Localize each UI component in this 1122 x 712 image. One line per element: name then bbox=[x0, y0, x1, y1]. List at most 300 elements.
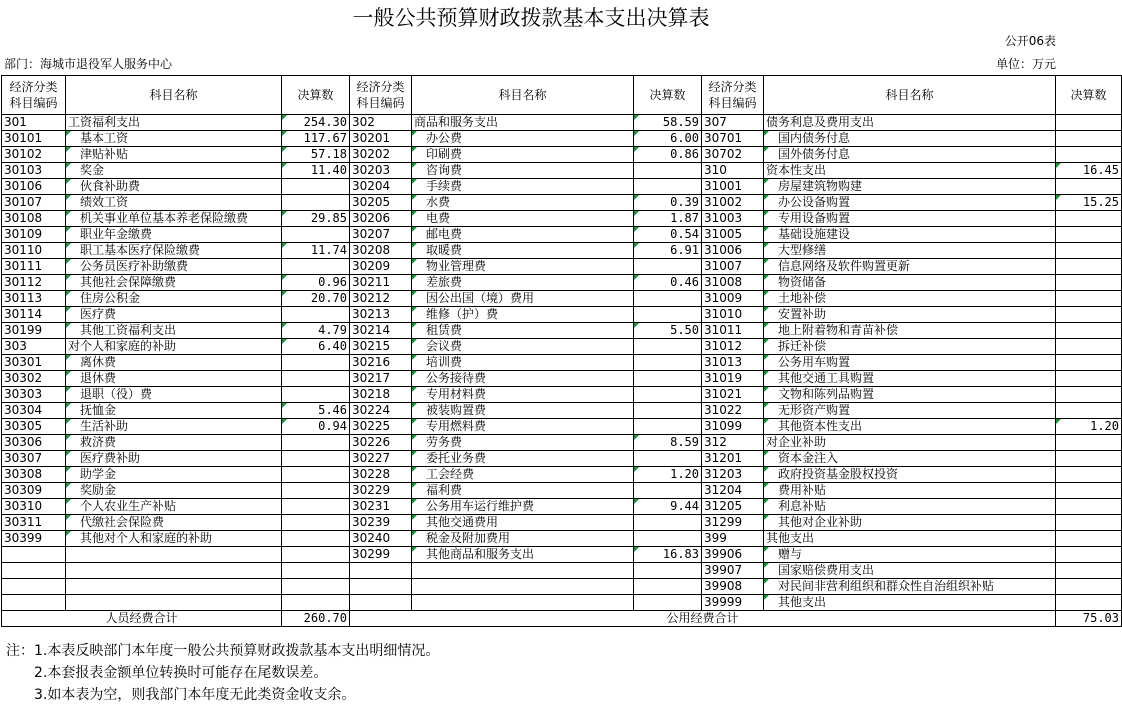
amount-cell: 6.91 bbox=[634, 243, 702, 259]
amount-cell bbox=[282, 467, 350, 483]
amount-cell bbox=[1056, 291, 1122, 307]
code-cell: 30303 bbox=[2, 387, 66, 403]
name-cell: 公务接待费 bbox=[412, 371, 634, 387]
name-cell: 资本金注入 bbox=[764, 451, 1056, 467]
name-cell: 其他交通费用 bbox=[412, 515, 634, 531]
amount-cell bbox=[282, 499, 350, 515]
name-cell: 抚恤金 bbox=[66, 403, 282, 419]
amount-cell: 16.83 bbox=[634, 547, 702, 563]
code-cell: 31204 bbox=[702, 483, 764, 499]
amount-cell bbox=[282, 531, 350, 547]
amount-cell: 5.50 bbox=[634, 323, 702, 339]
table-row bbox=[2, 595, 1122, 611]
code-cell: 30225 bbox=[350, 419, 412, 435]
code-cell: 30202 bbox=[350, 147, 412, 163]
amount-cell bbox=[634, 163, 702, 179]
name-cell: 其他支出 bbox=[764, 531, 1056, 547]
name-cell: 赠与 bbox=[764, 547, 1056, 563]
amount-cell bbox=[634, 579, 702, 595]
table-row bbox=[2, 259, 1122, 275]
code-cell: 30213 bbox=[350, 307, 412, 323]
code-cell: 30302 bbox=[2, 371, 66, 387]
code-cell: 31001 bbox=[702, 179, 764, 195]
code-cell: 30702 bbox=[702, 147, 764, 163]
code-cell: 30226 bbox=[350, 435, 412, 451]
name-cell: 利息补贴 bbox=[764, 499, 1056, 515]
code-cell: 31203 bbox=[702, 467, 764, 483]
code-cell: 30224 bbox=[350, 403, 412, 419]
code-cell: 30201 bbox=[350, 131, 412, 147]
name-cell: 地上附着物和青苗补偿 bbox=[764, 323, 1056, 339]
name-cell: 对企业补助 bbox=[764, 435, 1056, 451]
code-cell: 31205 bbox=[702, 499, 764, 515]
name-cell: 房屋建筑物购建 bbox=[764, 179, 1056, 195]
amount-cell: 15.25 bbox=[1056, 195, 1122, 211]
code-cell: 39908 bbox=[702, 579, 764, 595]
name-cell: 救济费 bbox=[66, 435, 282, 451]
code-cell: 31022 bbox=[702, 403, 764, 419]
code-cell: 30109 bbox=[2, 227, 66, 243]
table-row bbox=[2, 115, 1122, 131]
personnel-total-label: 人员经费合计 bbox=[2, 611, 282, 627]
name-cell: 物资储备 bbox=[764, 275, 1056, 291]
amount-cell bbox=[1056, 531, 1122, 547]
name-cell: 邮电费 bbox=[412, 227, 634, 243]
header-name-3: 科目名称 bbox=[764, 76, 1056, 115]
amount-cell bbox=[1056, 371, 1122, 387]
code-cell: 302 bbox=[350, 115, 412, 131]
code-cell: 312 bbox=[702, 435, 764, 451]
name-cell: 生活补助 bbox=[66, 419, 282, 435]
name-cell: 电费 bbox=[412, 211, 634, 227]
code-cell: 30239 bbox=[350, 515, 412, 531]
table-row bbox=[2, 387, 1122, 403]
unit-label: 单位：万元 bbox=[995, 57, 1056, 71]
name-cell: 津贴补贴 bbox=[66, 147, 282, 163]
name-cell: 费用补贴 bbox=[764, 483, 1056, 499]
code-cell: 31002 bbox=[702, 195, 764, 211]
code-cell: 31299 bbox=[702, 515, 764, 531]
amount-cell bbox=[1056, 339, 1122, 355]
table-row bbox=[2, 371, 1122, 387]
name-cell: 医疗费补助 bbox=[66, 451, 282, 467]
amount-cell bbox=[1056, 211, 1122, 227]
header-row bbox=[2, 76, 1122, 115]
name-cell: 会议费 bbox=[412, 339, 634, 355]
note-2: 2.本套报表金额单位转换时可能存在尾数误差。 bbox=[34, 665, 328, 681]
public-total-value: 75.03 bbox=[1056, 611, 1122, 627]
code-cell: 31021 bbox=[702, 387, 764, 403]
amount-cell bbox=[1056, 435, 1122, 451]
name-cell: 专用燃料费 bbox=[412, 419, 634, 435]
amount-cell bbox=[1056, 515, 1122, 531]
expenditure-table bbox=[1, 75, 1122, 627]
header-amount-3: 决算数 bbox=[1056, 76, 1122, 115]
amount-cell bbox=[1056, 243, 1122, 259]
code-cell: 30108 bbox=[2, 211, 66, 227]
amount-cell: 0.96 bbox=[282, 275, 350, 291]
code-cell: 31009 bbox=[702, 291, 764, 307]
amount-cell bbox=[1056, 259, 1122, 275]
personnel-total-value: 260.70 bbox=[282, 611, 350, 627]
name-cell: 其他支出 bbox=[764, 595, 1056, 611]
table-row bbox=[2, 339, 1122, 355]
amount-cell bbox=[1056, 307, 1122, 323]
code-cell: 30305 bbox=[2, 419, 66, 435]
code-cell: 30208 bbox=[350, 243, 412, 259]
name-cell: 专用材料费 bbox=[412, 387, 634, 403]
code-cell: 30301 bbox=[2, 355, 66, 371]
name-cell: 印刷费 bbox=[412, 147, 634, 163]
table-row bbox=[2, 355, 1122, 371]
table-row bbox=[2, 195, 1122, 211]
name-cell: 医疗费 bbox=[66, 307, 282, 323]
table-number: 公开06表 bbox=[1004, 34, 1056, 48]
code-cell: 31010 bbox=[702, 307, 764, 323]
amount-cell: 0.86 bbox=[634, 147, 702, 163]
amount-cell bbox=[282, 307, 350, 323]
code-cell: 30215 bbox=[350, 339, 412, 355]
name-cell: 住房公积金 bbox=[66, 291, 282, 307]
amount-cell bbox=[1056, 387, 1122, 403]
note-3: 3.如本表为空，则我部门本年度无此类资金收支余。 bbox=[34, 687, 356, 703]
table-row bbox=[2, 515, 1122, 531]
name-cell: 安置补助 bbox=[764, 307, 1056, 323]
amount-cell bbox=[1056, 483, 1122, 499]
table-row bbox=[2, 179, 1122, 195]
amount-cell bbox=[1056, 547, 1122, 563]
code-cell: 30216 bbox=[350, 355, 412, 371]
code-cell: 30308 bbox=[2, 467, 66, 483]
name-cell: 职业年金缴费 bbox=[66, 227, 282, 243]
name-cell: 绩效工资 bbox=[66, 195, 282, 211]
name-cell: 拆迁补偿 bbox=[764, 339, 1056, 355]
name-cell: 政府投资基金股权投资 bbox=[764, 467, 1056, 483]
amount-cell bbox=[634, 371, 702, 387]
amount-cell: 11.74 bbox=[282, 243, 350, 259]
code-cell: 30307 bbox=[2, 451, 66, 467]
name-cell: 维修（护）费 bbox=[412, 307, 634, 323]
amount-cell: 0.46 bbox=[634, 275, 702, 291]
amount-cell bbox=[634, 291, 702, 307]
name-cell: 劳务费 bbox=[412, 435, 634, 451]
name-cell: 无形资产购置 bbox=[764, 403, 1056, 419]
code-cell bbox=[350, 563, 412, 579]
header-amount-2: 决算数 bbox=[634, 76, 702, 115]
name-cell: 职工基本医疗保险缴费 bbox=[66, 243, 282, 259]
name-cell: 国内债务付息 bbox=[764, 131, 1056, 147]
code-cell: 31099 bbox=[702, 419, 764, 435]
name-cell bbox=[412, 595, 634, 611]
name-cell: 取暖费 bbox=[412, 243, 634, 259]
amount-cell bbox=[1056, 275, 1122, 291]
code-cell: 30101 bbox=[2, 131, 66, 147]
code-cell bbox=[350, 579, 412, 595]
code-cell: 307 bbox=[702, 115, 764, 131]
name-cell: 办公设备购置 bbox=[764, 195, 1056, 211]
amount-cell bbox=[1056, 147, 1122, 163]
name-cell: 租赁费 bbox=[412, 323, 634, 339]
code-cell: 31008 bbox=[702, 275, 764, 291]
name-cell: 办公费 bbox=[412, 131, 634, 147]
code-cell: 30218 bbox=[350, 387, 412, 403]
code-cell bbox=[2, 563, 66, 579]
amount-cell bbox=[634, 179, 702, 195]
code-cell: 30205 bbox=[350, 195, 412, 211]
name-cell bbox=[412, 579, 634, 595]
code-cell: 399 bbox=[702, 531, 764, 547]
table-row bbox=[2, 211, 1122, 227]
name-cell: 物业管理费 bbox=[412, 259, 634, 275]
name-cell: 信息网络及软件购置更新 bbox=[764, 259, 1056, 275]
name-cell: 对个人和家庭的补助 bbox=[66, 339, 282, 355]
code-cell: 30110 bbox=[2, 243, 66, 259]
amount-cell bbox=[1056, 115, 1122, 131]
code-cell: 39907 bbox=[702, 563, 764, 579]
notes bbox=[6, 640, 439, 706]
code-cell: 30304 bbox=[2, 403, 66, 419]
amount-cell: 8.59 bbox=[634, 435, 702, 451]
code-cell: 30112 bbox=[2, 275, 66, 291]
amount-cell: 20.70 bbox=[282, 291, 350, 307]
name-cell: 国家赔偿费用支出 bbox=[764, 563, 1056, 579]
name-cell: 个人农业生产补贴 bbox=[66, 499, 282, 515]
amount-cell bbox=[634, 531, 702, 547]
code-cell: 30231 bbox=[350, 499, 412, 515]
table-row bbox=[2, 499, 1122, 515]
table-row bbox=[2, 307, 1122, 323]
name-cell: 其他商品和服务支出 bbox=[412, 547, 634, 563]
amount-cell bbox=[1056, 467, 1122, 483]
name-cell: 其他资本性支出 bbox=[764, 419, 1056, 435]
code-cell: 30310 bbox=[2, 499, 66, 515]
amount-cell: 5.46 bbox=[282, 403, 350, 419]
amount-cell bbox=[282, 547, 350, 563]
table-row bbox=[2, 435, 1122, 451]
code-cell bbox=[2, 595, 66, 611]
code-cell: 303 bbox=[2, 339, 66, 355]
name-cell: 公务用车运行维护费 bbox=[412, 499, 634, 515]
header-code-2: 经济分类 科目编码 bbox=[350, 76, 412, 115]
name-cell bbox=[66, 547, 282, 563]
amount-cell bbox=[282, 179, 350, 195]
name-cell: 离休费 bbox=[66, 355, 282, 371]
name-cell: 其他交通工具购置 bbox=[764, 371, 1056, 387]
name-cell: 其他工资福利支出 bbox=[66, 323, 282, 339]
table-row bbox=[2, 131, 1122, 147]
amount-cell: 6.40 bbox=[282, 339, 350, 355]
name-cell: 公务用车购置 bbox=[764, 355, 1056, 371]
header-code-1: 经济分类 科目编码 bbox=[2, 76, 66, 115]
table-row bbox=[2, 147, 1122, 163]
name-cell: 助学金 bbox=[66, 467, 282, 483]
amount-cell: 1.20 bbox=[1056, 419, 1122, 435]
code-cell: 31012 bbox=[702, 339, 764, 355]
amount-cell bbox=[282, 483, 350, 499]
amount-cell: 9.44 bbox=[634, 499, 702, 515]
amount-cell bbox=[634, 419, 702, 435]
amount-cell bbox=[282, 515, 350, 531]
name-cell: 福利费 bbox=[412, 483, 634, 499]
table-row bbox=[2, 403, 1122, 419]
amount-cell bbox=[1056, 579, 1122, 595]
name-cell: 因公出国（境）费用 bbox=[412, 291, 634, 307]
header-code-3: 经济分类 科目编码 bbox=[702, 76, 764, 115]
name-cell: 奖励金 bbox=[66, 483, 282, 499]
code-cell: 31007 bbox=[702, 259, 764, 275]
name-cell: 对民间非营利组织和群众性自治组织补贴 bbox=[764, 579, 1056, 595]
name-cell: 债务利息及费用支出 bbox=[764, 115, 1056, 131]
table-row bbox=[2, 467, 1122, 483]
table-row bbox=[2, 579, 1122, 595]
amount-cell bbox=[282, 579, 350, 595]
name-cell bbox=[66, 579, 282, 595]
amount-cell bbox=[282, 371, 350, 387]
name-cell: 伙食补助费 bbox=[66, 179, 282, 195]
amount-cell: 0.39 bbox=[634, 195, 702, 211]
name-cell: 专用设备购置 bbox=[764, 211, 1056, 227]
amount-cell: 58.59 bbox=[634, 115, 702, 131]
code-cell: 39906 bbox=[702, 547, 764, 563]
code-cell: 30199 bbox=[2, 323, 66, 339]
name-cell: 公务员医疗补助缴费 bbox=[66, 259, 282, 275]
amount-cell: 1.20 bbox=[634, 467, 702, 483]
code-cell bbox=[2, 579, 66, 595]
name-cell: 商品和服务支出 bbox=[412, 115, 634, 131]
amount-cell bbox=[282, 387, 350, 403]
name-cell: 退职（役）费 bbox=[66, 387, 282, 403]
amount-cell bbox=[634, 563, 702, 579]
code-cell: 30211 bbox=[350, 275, 412, 291]
code-cell: 31011 bbox=[702, 323, 764, 339]
code-cell: 30203 bbox=[350, 163, 412, 179]
code-cell: 30204 bbox=[350, 179, 412, 195]
code-cell: 30228 bbox=[350, 467, 412, 483]
code-cell: 31013 bbox=[702, 355, 764, 371]
amount-cell bbox=[1056, 179, 1122, 195]
amount-cell bbox=[634, 403, 702, 419]
table-row bbox=[2, 547, 1122, 563]
amount-cell bbox=[1056, 355, 1122, 371]
code-cell: 30217 bbox=[350, 371, 412, 387]
amount-cell bbox=[282, 435, 350, 451]
amount-cell bbox=[282, 595, 350, 611]
code-cell: 30399 bbox=[2, 531, 66, 547]
name-cell bbox=[412, 563, 634, 579]
code-cell: 30111 bbox=[2, 259, 66, 275]
amount-cell: 29.85 bbox=[282, 211, 350, 227]
table-row bbox=[2, 419, 1122, 435]
code-cell bbox=[2, 547, 66, 563]
name-cell: 工资福利支出 bbox=[66, 115, 282, 131]
code-cell: 31006 bbox=[702, 243, 764, 259]
amount-cell bbox=[634, 339, 702, 355]
code-cell: 31005 bbox=[702, 227, 764, 243]
amount-cell bbox=[634, 355, 702, 371]
name-cell: 资本性支出 bbox=[764, 163, 1056, 179]
code-cell: 30103 bbox=[2, 163, 66, 179]
code-cell: 30309 bbox=[2, 483, 66, 499]
name-cell: 基础设施建设 bbox=[764, 227, 1056, 243]
amount-cell: 254.30 bbox=[282, 115, 350, 131]
amount-cell bbox=[1056, 131, 1122, 147]
name-cell: 委托业务费 bbox=[412, 451, 634, 467]
amount-cell: 1.87 bbox=[634, 211, 702, 227]
name-cell: 水费 bbox=[412, 195, 634, 211]
amount-cell: 16.45 bbox=[1056, 163, 1122, 179]
amount-cell: 0.54 bbox=[634, 227, 702, 243]
table-row bbox=[2, 451, 1122, 467]
amount-cell bbox=[1056, 563, 1122, 579]
report-title: 一般公共预算财政拨款基本支出决算表 bbox=[352, 6, 710, 30]
name-cell: 工会经费 bbox=[412, 467, 634, 483]
code-cell: 30212 bbox=[350, 291, 412, 307]
code-cell: 30206 bbox=[350, 211, 412, 227]
code-cell: 30311 bbox=[2, 515, 66, 531]
amount-cell bbox=[282, 563, 350, 579]
table-row bbox=[2, 163, 1122, 179]
amount-cell bbox=[282, 195, 350, 211]
name-cell: 其他对企业补助 bbox=[764, 515, 1056, 531]
header-name-1: 科目名称 bbox=[66, 76, 282, 115]
code-cell: 30107 bbox=[2, 195, 66, 211]
name-cell: 税金及附加费用 bbox=[412, 531, 634, 547]
amount-cell bbox=[634, 451, 702, 467]
code-cell: 30229 bbox=[350, 483, 412, 499]
amount-cell bbox=[634, 259, 702, 275]
name-cell: 奖金 bbox=[66, 163, 282, 179]
code-cell: 30114 bbox=[2, 307, 66, 323]
name-cell: 机关事业单位基本养老保险缴费 bbox=[66, 211, 282, 227]
code-cell: 301 bbox=[2, 115, 66, 131]
amount-cell bbox=[634, 387, 702, 403]
code-cell: 30209 bbox=[350, 259, 412, 275]
name-cell bbox=[66, 595, 282, 611]
code-cell: 39999 bbox=[702, 595, 764, 611]
table-row bbox=[2, 291, 1122, 307]
amount-cell bbox=[1056, 227, 1122, 243]
name-cell: 咨询费 bbox=[412, 163, 634, 179]
note-1: 注：1.本表反映部门本年度一般公共预算财政拨款基本支出明细情况。 bbox=[6, 643, 440, 659]
code-cell: 31019 bbox=[702, 371, 764, 387]
table-row bbox=[2, 483, 1122, 499]
amount-cell: 4.79 bbox=[282, 323, 350, 339]
amount-cell bbox=[634, 595, 702, 611]
name-cell: 国外债务付息 bbox=[764, 147, 1056, 163]
amount-cell: 11.40 bbox=[282, 163, 350, 179]
code-cell: 30214 bbox=[350, 323, 412, 339]
amount-cell bbox=[1056, 323, 1122, 339]
code-cell: 30113 bbox=[2, 291, 66, 307]
code-cell: 30306 bbox=[2, 435, 66, 451]
code-cell: 30207 bbox=[350, 227, 412, 243]
table-row bbox=[2, 227, 1122, 243]
name-cell: 土地补偿 bbox=[764, 291, 1056, 307]
amount-cell bbox=[282, 259, 350, 275]
amount-cell: 117.67 bbox=[282, 131, 350, 147]
amount-cell bbox=[634, 307, 702, 323]
code-cell: 30701 bbox=[702, 131, 764, 147]
table-row bbox=[2, 275, 1122, 291]
amount-cell bbox=[282, 355, 350, 371]
code-cell: 310 bbox=[702, 163, 764, 179]
amount-cell: 57.18 bbox=[282, 147, 350, 163]
amount-cell: 6.00 bbox=[634, 131, 702, 147]
table-row bbox=[2, 243, 1122, 259]
code-cell: 30299 bbox=[350, 547, 412, 563]
amount-cell bbox=[634, 515, 702, 531]
table-row bbox=[2, 531, 1122, 547]
